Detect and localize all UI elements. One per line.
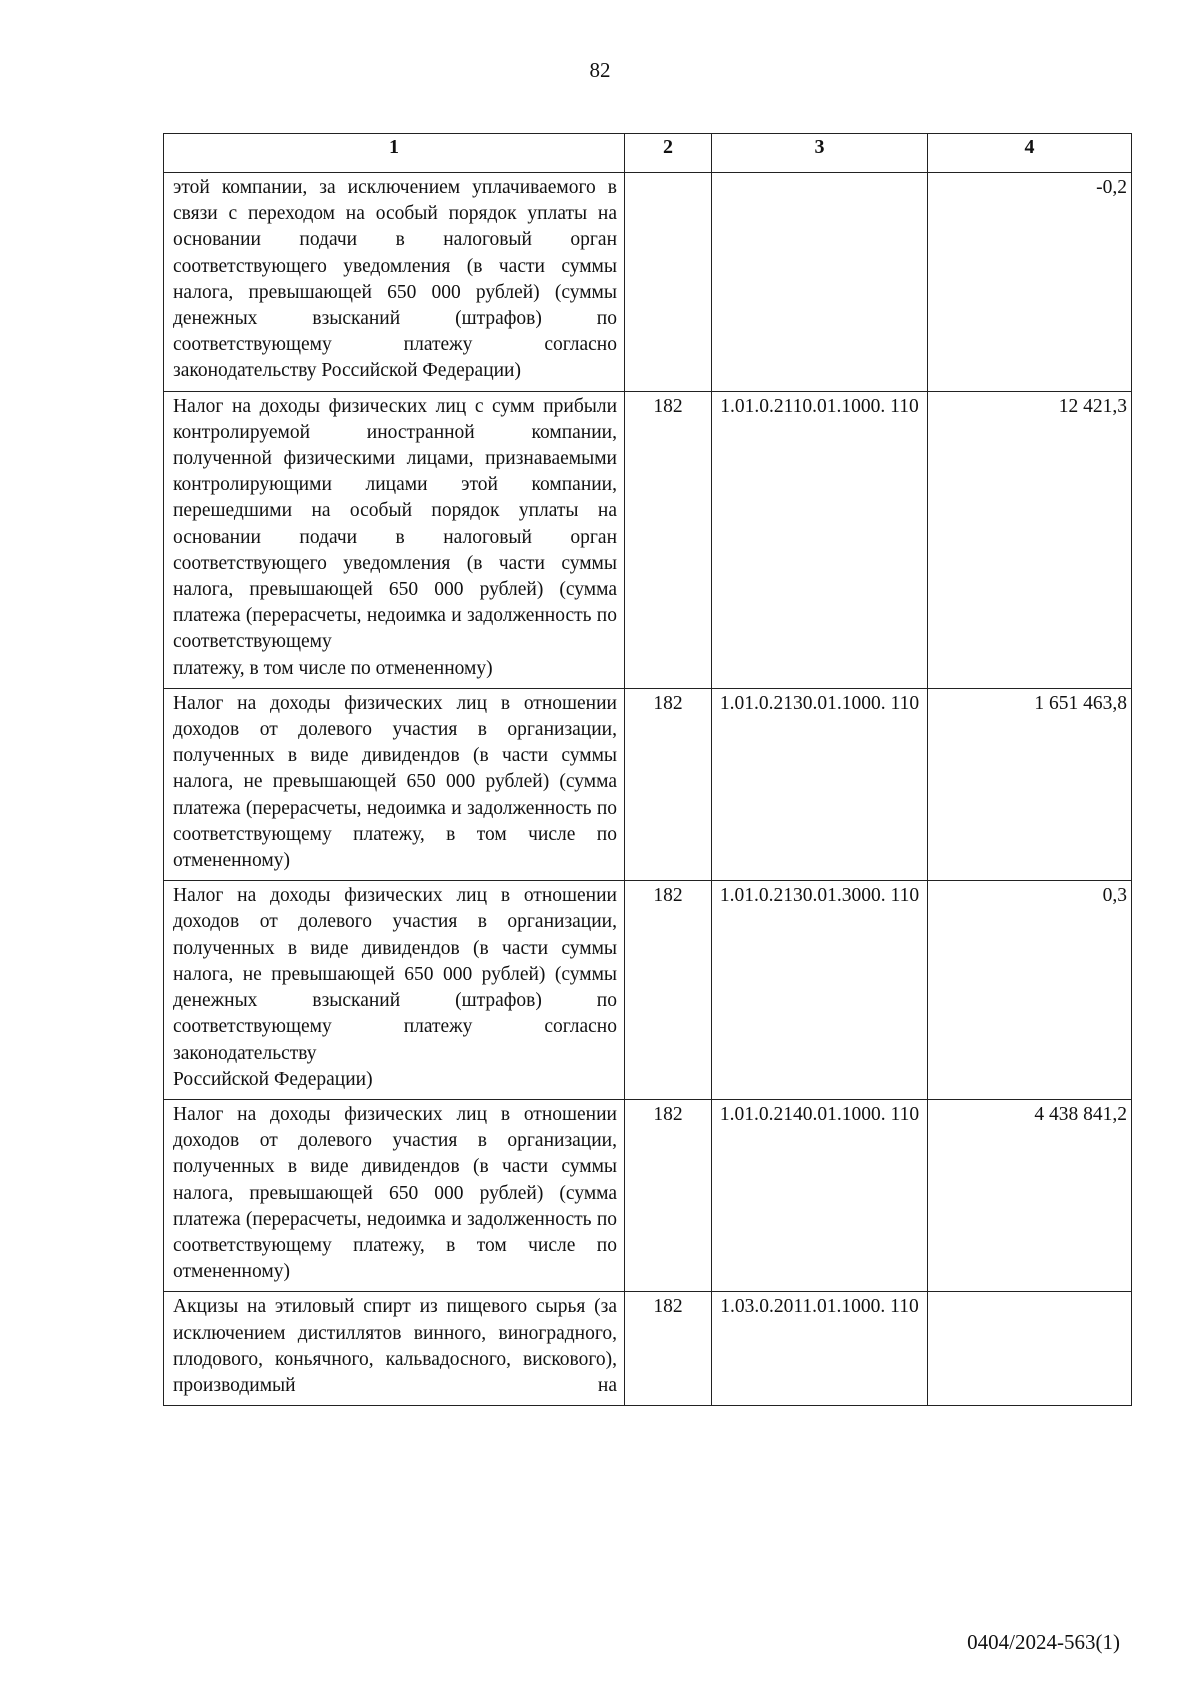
budget-code-cell [712, 173, 928, 392]
income-name-line: соответствующему платежу, в том числе по [173, 1234, 617, 1256]
table-row [164, 881, 1132, 1100]
budget-table [163, 133, 1132, 1406]
income-name-line: 650 000 рублей) (сумма платежа [173, 1182, 618, 1230]
income-name-line-last: платежу, в том числе по отмененному) [173, 657, 493, 679]
income-name-line: задолженность по соответствующему [173, 605, 617, 653]
income-name-cell [164, 881, 625, 1100]
income-name-line: компании, полученной физическими лицами, [173, 421, 617, 470]
amount-cell: 1 651 463,8 [928, 688, 1132, 880]
income-name-line: Налог на доходы физических лиц в [173, 885, 511, 907]
income-name-line: (в части суммы налога, превышающей [173, 1156, 618, 1204]
income-name-line: превышающей 650 000 рублей) (суммы [248, 281, 617, 303]
income-name-line: уплачиваемого в связи с переходом на [173, 177, 618, 225]
income-name-line: превышающей 650 000 рублей) (сумма [249, 579, 617, 601]
income-name-line: сырья (за исключением дистиллятов винного, [173, 1296, 617, 1344]
admin-code-cell: 182 [625, 391, 712, 688]
amount-cell: 4 438 841,2 [928, 1099, 1132, 1291]
income-name-line: денежных взысканий (штрафов) по [173, 308, 617, 330]
income-name-line: отношении доходов от долевого участия в [173, 1103, 617, 1152]
table-row [164, 391, 1132, 688]
income-name-cell [164, 688, 625, 880]
admin-code-cell [625, 173, 712, 392]
income-name-line: организации, полученных в виде дивидендов [173, 911, 617, 959]
income-name-line: кальвадосного, вискового), производимый на [173, 1348, 618, 1396]
income-name-cell [164, 1099, 625, 1291]
income-name-line-last: законодательству Российской Федерации) [173, 360, 521, 382]
amount-cell [928, 1292, 1132, 1406]
income-name-cell [164, 391, 625, 688]
income-name-line: этой компании, за исключением [173, 177, 461, 198]
income-name-line: особый порядок уплаты на основании подачи [173, 203, 617, 251]
income-name-cell [164, 1292, 625, 1406]
income-name-line: признаваемыми контролирующими лицами [173, 448, 617, 496]
budget-code-cell: 1.01.0.2130.01.3000. 110 [712, 881, 928, 1100]
income-name-line: соответствующему платежу, в том числе по [173, 823, 617, 845]
income-name-line: (в части суммы налога, не превышающей [173, 745, 618, 793]
admin-code-cell: 182 [625, 881, 712, 1100]
income-name-line: платежу согласно законодательству [173, 1016, 617, 1064]
income-name-line: платежа (перерасчеты, недоимка и [173, 605, 462, 627]
income-name-line: Налог на доходы физических лиц в [173, 692, 511, 714]
table-row [164, 1292, 1132, 1406]
income-name-line: этой компании, перешедшими на особый [173, 474, 617, 522]
income-name-line: уведомления (в части суммы налога, [173, 255, 617, 303]
amount-cell: -0,2 [928, 173, 1132, 392]
page-number: 82 [589, 58, 611, 82]
income-name-line: виноградного, плодового, коньячного, [173, 1322, 617, 1370]
document-code: 0404/2024-563(1) [967, 1630, 1120, 1654]
amount-cell: 12 421,3 [928, 391, 1132, 688]
income-name-line: в налоговый орган соответствующего [173, 229, 618, 277]
income-name-line: (перерасчеты, недоимка и задолженность по [245, 797, 618, 819]
income-name-line: 650 000 рублей) (сумма платежа [173, 771, 617, 819]
income-name-line: Налог на доходы физических лиц в [173, 1103, 511, 1125]
income-name-line: отношении доходов от долевого участия в [173, 885, 617, 933]
income-name-line: (в части суммы налога, не превышающей [173, 937, 618, 985]
income-name-cell [164, 173, 625, 392]
income-name-line: 650 000 рублей) (суммы денежных [173, 963, 618, 1012]
income-name-line: налоговый орган соответствующего [173, 526, 618, 574]
header-row [164, 134, 1132, 173]
income-name-line: уведомления (в части суммы налога, [173, 552, 617, 601]
header-col-4: 4 [928, 134, 1132, 173]
budget-code-cell: 1.03.0.2011.01.1000. 110 [712, 1292, 928, 1406]
income-name-line: отношении доходов от долевого участия в [173, 692, 617, 741]
table-row [164, 688, 1132, 880]
table-row [164, 173, 1132, 392]
income-name-line: (перерасчеты, недоимка и задолженность по [245, 1208, 618, 1230]
budget-code-cell: 1.01.0.2140.01.1000. 110 [712, 1099, 928, 1291]
income-name-line: соответствующему платежу согласно [173, 334, 617, 356]
income-name-line: Налог на доходы физических лиц с сумм [173, 395, 535, 417]
income-name-line: порядок уплаты на основании подачи в [173, 500, 617, 548]
header-col-1: 1 [164, 134, 625, 173]
income-name-line-last: Российской Федерации) [173, 1068, 373, 1090]
income-name-line: организации, полученных в виде дивидендов [173, 719, 617, 767]
admin-code-cell: 182 [625, 688, 712, 880]
income-name-line: организации, полученных в виде дивидендов [173, 1130, 617, 1178]
header-col-3: 3 [712, 134, 928, 173]
header-col-2: 2 [625, 134, 712, 173]
income-name-line: прибыли контролируемой иностранной [173, 395, 618, 443]
budget-code-cell: 1.01.0.2130.01.1000. 110 [712, 688, 928, 880]
income-name-line-last: отмененному) [173, 850, 290, 872]
admin-code-cell: 182 [625, 1292, 712, 1406]
amount-cell: 0,3 [928, 881, 1132, 1100]
admin-code-cell: 182 [625, 1099, 712, 1291]
income-name-line-last: отмененному) [173, 1261, 290, 1283]
income-name-line: взысканий (штрафов) по соответствующему [173, 990, 617, 1038]
budget-code-cell: 1.01.0.2110.01.1000. 110 [712, 391, 928, 688]
income-name-line: Акцизы на этиловый спирт из пищевого [173, 1296, 528, 1318]
table-row [164, 1099, 1132, 1291]
